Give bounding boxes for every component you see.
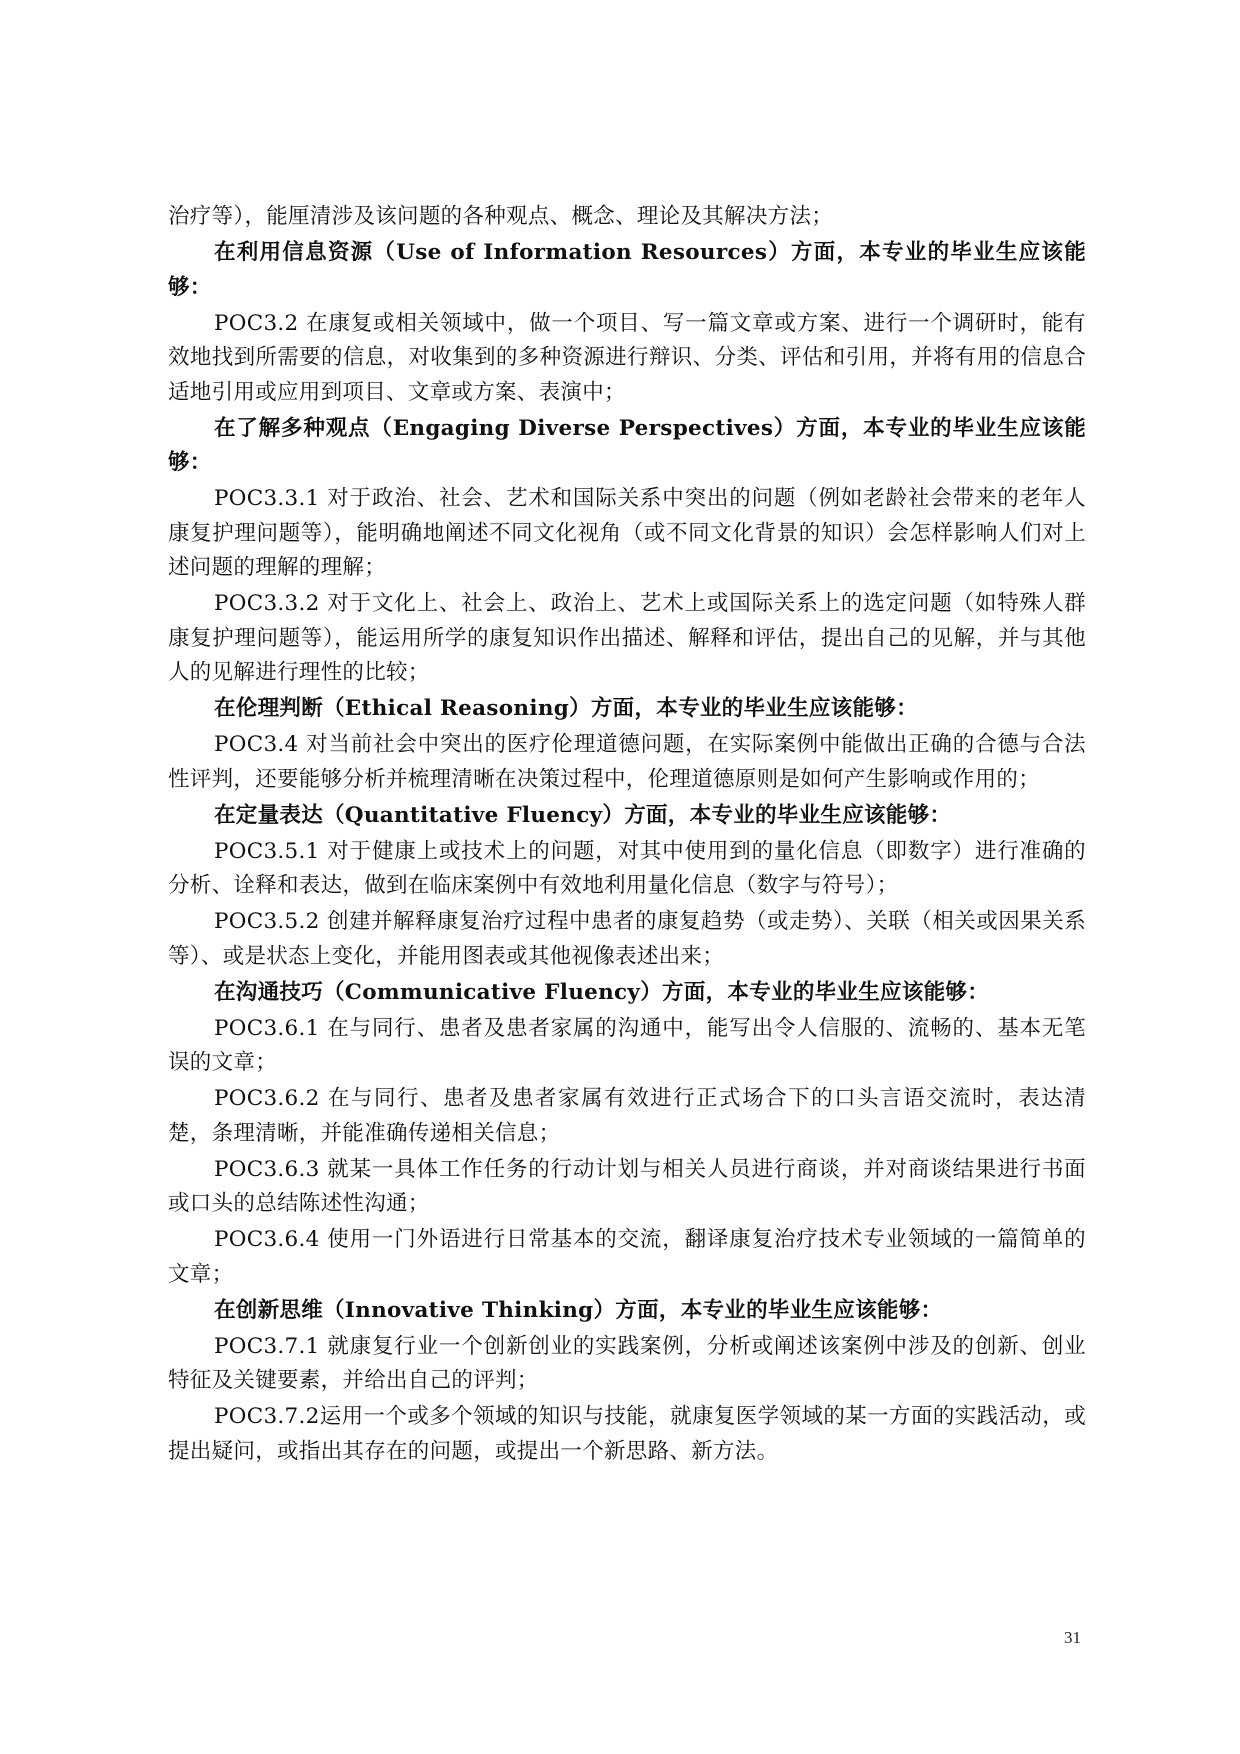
page-number: 31 xyxy=(1064,1628,1081,1647)
section-heading-communicative-fluency: 在沟通技巧（Communicative Fluency）方面，本专业的毕业生应该能够： xyxy=(214,979,990,1005)
paragraph-poc3-5-2: POC3.5.2 创建并解释康复治疗过程中患者的康复趋势（或走势）、关联（相关或因果关系等）、或是状态上变化，并能用图表或其他视像表述出来； xyxy=(168,909,1086,969)
section-heading-ethical-reasoning: 在伦理判断（Ethical Reasoning）方面，本专业的毕业生应该能够： xyxy=(214,696,918,721)
paragraph-poc3-3-2: POC3.3.2 对于文化上、社会上、政治上、艺术上或国际关系上的选定问题（如特殊人群康复护理问题等），能运用所学的康复知识作出描述、解释和评估，提出自己的见解，并与其他人的见解进行理性的比较； xyxy=(168,591,1086,685)
paragraph-poc3-6-3: POC3.6.3 就某一具体工作任务的行动计划与相关人员进行商谈，并对商谈结果进行书面或口头的总结陈述性沟通； xyxy=(168,1156,1086,1216)
section-heading-diverse-perspectives: 在了解多种观点（Engaging Diverse Perspectives）方面，本专业的毕业生应该能够： xyxy=(168,415,1086,475)
section-heading-information-resources: 在利用信息资源（Use of Information Resources）方面，本专业的毕业生应该能够： xyxy=(168,240,1086,300)
paragraph-poc3-6-1: POC3.6.1 在与同行、患者及患者家属的沟通中，能写出令人信服的、流畅的、基本无笔误的文章； xyxy=(168,1015,1086,1075)
paragraph-poc3-3-1: POC3.3.1 对于政治、社会、艺术和国际关系中突出的问题（例如老龄社会带来的老年人康复护理问题等），能明确地阐述不同文化视角（或不同文化背景的知识）会怎样影响人们对上述问题的理解的理解； xyxy=(168,486,1086,580)
document-body xyxy=(168,200,1086,1471)
paragraph-poc3-6-4: POC3.6.4 使用一门外语进行日常基本的交流，翻译康复治疗技术专业领域的一篇简单的文章； xyxy=(168,1227,1086,1287)
paragraph-poc3-5-1: POC3.5.1 对于健康上或技术上的问题，对其中使用到的量化信息（即数字）进行准确的分析、诠释和表达，做到在临床案例中有效地利用量化信息（数字与符号）； xyxy=(168,838,1086,898)
paragraph-continued: 治疗等），能厘清涉及该问题的各种观点、概念、理论及其解决方法； xyxy=(168,204,834,229)
paragraph-poc3-6-2: POC3.6.2 在与同行、患者及患者家属有效进行正式场合下的口头言语交流时，表达清楚，条理清晰，并能准确传递相关信息； xyxy=(168,1086,1086,1146)
paragraph-poc3-4: POC3.4 对当前社会中突出的医疗伦理道德问题，在实际案例中能做出正确的合德与合法性评判，还要能够分析并梳理清晰在决策过程中，伦理道德原则是如何产生影响或作用的； xyxy=(168,732,1086,792)
paragraph-poc3-2: POC3.2 在康复或相关领域中，做一个项目、写一篇文章或方案、进行一个调研时，能有效地找到所需要的信息，对收集到的多种资源进行辩识、分类、评估和引用，并将有用的信息合适地引用或应用到项目、文章或方案、表演中； xyxy=(168,310,1086,405)
paragraph-poc3-7-1: POC3.7.1 就康复行业一个创新创业的实践案例，分析或阐述该案例中涉及的创新、创业特征及关键要素，并给出自己的评判； xyxy=(168,1333,1086,1393)
paragraph-poc3-7-2: POC3.7.2运用一个或多个领域的知识与技能，就康复医学领域的某一方面的实践活动，或提出疑问，或指出其存在的问题，或提出一个新思路、新方法。 xyxy=(168,1404,1086,1464)
section-heading-innovative-thinking: 在创新思维（Innovative Thinking）方面，本专业的毕业生应该能够： xyxy=(214,1297,943,1323)
section-heading-quantitative-fluency: 在定量表达（Quantitative Fluency）方面，本专业的毕业生应该能够： xyxy=(214,802,952,828)
